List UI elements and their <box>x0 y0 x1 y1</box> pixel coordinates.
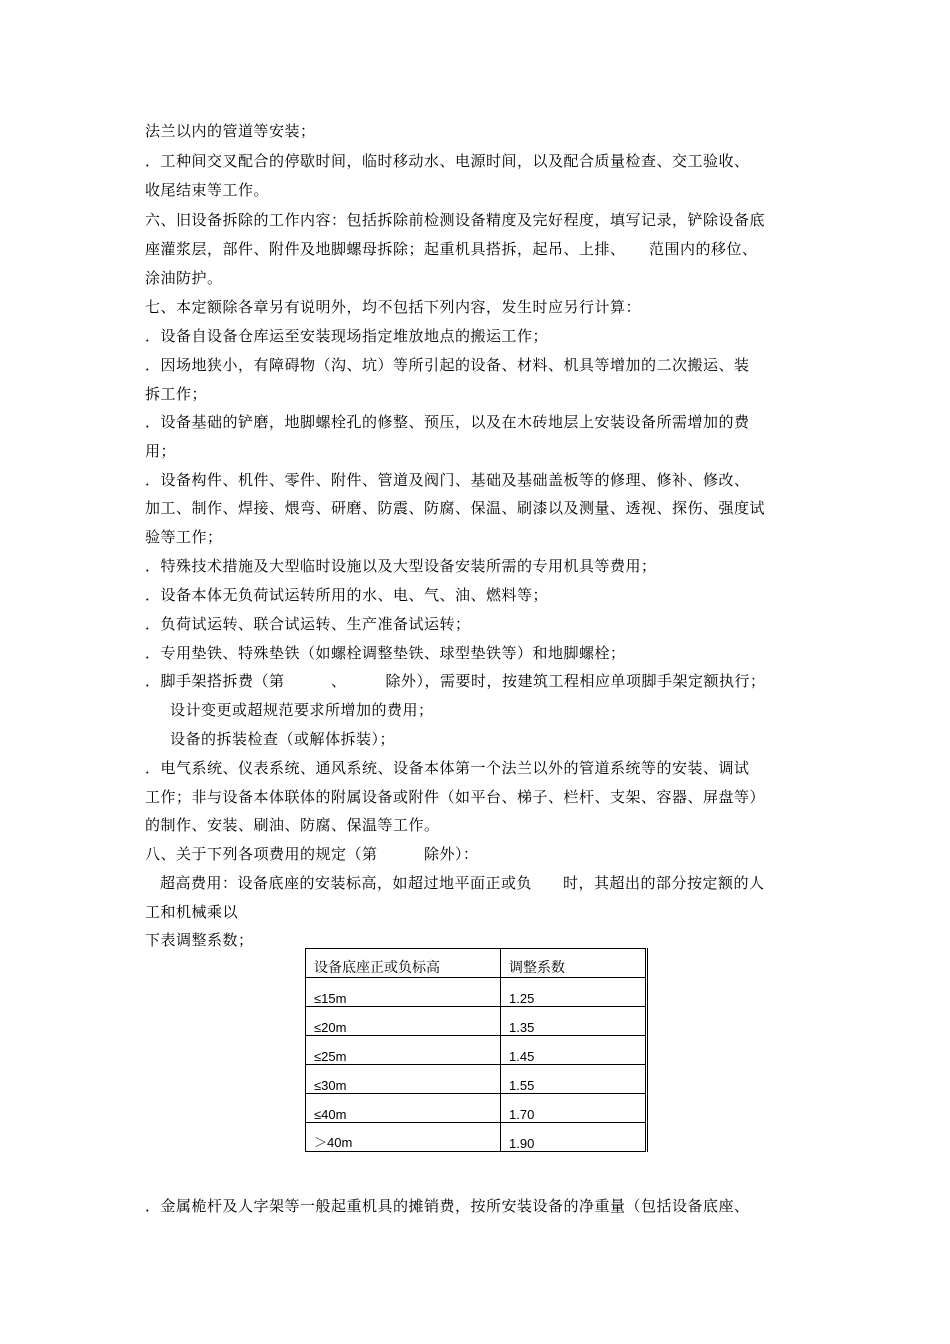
table-header-cell: 设备底座正或负标高 <box>306 949 501 978</box>
paragraph-line: 工和机械乘以 <box>145 903 239 921</box>
table-cell: 1.25 <box>501 978 647 1007</box>
paragraph-line: 设备的拆装检查（或解体拆装）； <box>170 730 396 748</box>
paragraph-line: 的制作、安装、刷油、防腐、保温等工作。 <box>145 816 440 834</box>
paragraph-line: 收尾结束等工作。 <box>145 181 270 199</box>
paragraph-line: 拆工作； <box>145 385 208 403</box>
paragraph-line: 用； <box>145 442 177 460</box>
table-header-row <box>306 949 647 978</box>
paragraph-line: 八、关于下列各项费用的规定（第 除外）： <box>145 845 479 863</box>
paragraph-line: 加工、制作、焊接、煨弯、研磨、防震、防腐、保温、刷漆以及测量、透视、探伤、强度试 <box>145 499 766 517</box>
paragraph-line: ．脚手架搭拆费（第 、 除外），需要时，按建筑工程相应单项脚手架定额执行； <box>145 672 766 690</box>
table-cell: 1.35 <box>501 1007 647 1036</box>
table-row <box>306 1123 647 1152</box>
table-cell: ＞40m <box>306 1123 501 1152</box>
table-row <box>306 1065 647 1094</box>
table-cell: 1.45 <box>501 1036 647 1065</box>
paragraph-line: ．设备构件、机件、零件、附件、管道及阀门、基础及基础盖板等的修理、修补、修改、 <box>145 471 750 489</box>
paragraph-line: ．因场地狭小，有障碍物（沟、坑）等所引起的设备、材料、机具等增加的二次搬运、装 <box>145 356 750 374</box>
table-row <box>306 1094 647 1123</box>
paragraph-line: ．金属桅杆及人字架等一般起重机具的摊销费，按所安装设备的净重量（包括设备底座、 <box>145 1197 750 1215</box>
paragraph-line: 下表调整系数； <box>145 931 254 949</box>
paragraph-line: 法兰以内的管道等安装； <box>145 122 316 140</box>
paragraph-line: 工作；非与设备本体联体的附属设备或附件（如平台、梯子、栏杆、支架、容器、屏盘等） <box>145 788 766 806</box>
paragraph-line: ．设备基础的铲磨，地脚螺栓孔的修整、预压，以及在木砖地层上安装设备所需增加的费 <box>145 413 750 431</box>
table-row <box>306 1007 647 1036</box>
table-cell: 1.90 <box>501 1123 647 1152</box>
paragraph-line: 六、旧设备拆除的工作内容：包括拆除前检测设备精度及完好程度，填写记录，铲除设备底 <box>145 211 766 229</box>
paragraph-line: ．工种间交叉配合的停歇时间，临时移动水、电源时间，以及配合质量检查、交工验收、 <box>145 152 750 170</box>
paragraph-line: 超高费用：设备底座的安装标高，如超过地平面正或负 时，其超出的部分按定额的人 <box>160 874 765 892</box>
paragraph-line: 验等工作； <box>145 528 223 546</box>
table-header-cell: 调整系数 <box>501 949 647 978</box>
paragraph-line: 座灌浆层，部件、附件及地脚螺母拆除；起重机具搭拆，起吊、上排、 范围内的移位、 <box>145 240 758 258</box>
table-cell: ≤15m <box>306 978 501 1007</box>
paragraph-line: ．特殊技术措施及大型临时设施以及大型设备安装所需的专用机具等费用； <box>145 557 657 575</box>
paragraph-line: ．负荷试运转、联合试运转、生产准备试运转； <box>145 615 471 633</box>
table-cell: 1.70 <box>501 1094 647 1123</box>
paragraph-line: 设计变更或超规范要求所增加的费用； <box>170 701 434 719</box>
table-cell: ≤30m <box>306 1065 501 1094</box>
table-row <box>306 978 647 1007</box>
table-cell: ≤20m <box>306 1007 501 1036</box>
paragraph-line: ．设备自设备仓库运至安装现场指定堆放地点的搬运工作； <box>145 327 549 345</box>
table-cell: ≤40m <box>306 1094 501 1123</box>
paragraph-line: ．设备本体无负荷试运转所用的水、电、气、油、燃料等； <box>145 586 549 604</box>
paragraph-line: ．电气系统、仪表系统、通风系统、设备本体第一个法兰以外的管道系统等的安装、调试 <box>145 759 750 777</box>
table-cell: ≤25m <box>306 1036 501 1065</box>
adjustment-coefficient-table <box>305 948 648 1152</box>
paragraph-line: 七、本定额除各章另有说明外，均不包括下列内容，发生时应另行计算： <box>145 298 642 316</box>
table-cell: 1.55 <box>501 1065 647 1094</box>
paragraph-line: ．专用垫铁、特殊垫铁（如螺栓调整垫铁、球型垫铁等）和地脚螺栓； <box>145 644 626 662</box>
paragraph-line: 涂油防护。 <box>145 269 223 287</box>
table-row <box>306 1036 647 1065</box>
